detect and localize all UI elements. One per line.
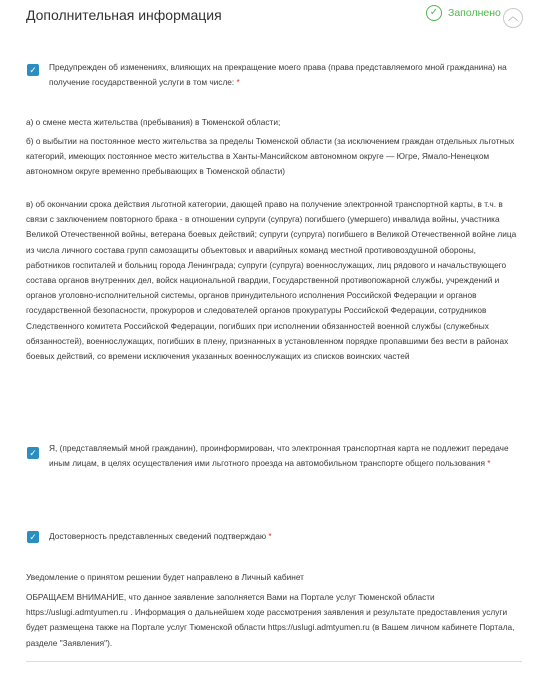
accuracy-checkbox-label: Достоверность представленных сведений подтверждаю * — [49, 531, 272, 541]
section-header — [0, 0, 543, 32]
list-item-b: б) о выбытии на постоянное место жительства за пределы Тюменской области (за исключением граждан отдельных льготных категорий, имеющих постоянное место жительства в Ханты-Мансийском автономном округе — Югре, Ямало-Ненецком автономном округе временно пребывающих в Тюменской области) — [26, 136, 515, 177]
notice-body: ОБРАЩАЕМ ВНИМАНИЕ, что данное заявление заполняется Вами на Портале услуг Тюменской области https://uslugi.admtyumen.ru . Информация о дальнейшем ходе рассмотрения заявления и результате предоставления услуги будет размещена также на Портале услуг Тюменской области https://uslugi.admtyumen.ru (в Вашем личном кабинете Портала, разделе "Заявления"). — [26, 592, 515, 648]
warning-checkbox[interactable]: ✓ — [27, 64, 39, 76]
status-label: Заполнено — [448, 7, 501, 19]
list-item-c: в) об окончании срока действия льготной категории, дающей право на получение электронной транспортной карты, в т.ч. в связи с заключением повторного брака - в отношении супруги (супруга) погибшего (умершего) инвалида войны, участника Великой Отечественной войны, ветерана боевых действий; супруги (супруга) погибшего в Великой Отечественной войне лица из числа личного состава групп самозащиты объектовых и аварийных команд местной противовоздушной обороны, работников госпиталей и больниц города Ленинграда; супруги (супруга) военнослужащих, лиц рядового и начальствующего состава органов внутренних дел, войск национальной гвардии, Государственной противопожарной службы, учреждений и органов уголовно-исполнительной системы, органов принудительного исполнения Российской Федерации и органов государственной безопасности, прокуроров и следователей органов прокуратуры Российской Федерации, сотрудников Следственного комитета Российской Федерации, погибших при исполнении обязанностей военной службы (служебных обязанностей), военнослужащих, погибших в плену, признанных в установленном порядке пропавшими без вести в районах боевых действий, со времени исключения указанных военнослужащих из списков воинских частей — [26, 199, 517, 362]
required-mark: * — [236, 77, 240, 88]
transport-card-checkbox-label: Я, (представляемый мной гражданин), проинформирован, что электронная транспортная карта не подлежит передаче иным лицам, в целях осуществления ими льготного проезда на автомобильном транспорте общего пользования * — [49, 443, 509, 469]
accuracy-checkbox[interactable]: ✓ — [27, 531, 39, 543]
section-title: Дополнительная информация — [26, 7, 222, 23]
check-circle-icon: ✓ — [426, 5, 442, 21]
divider — [26, 661, 522, 662]
transport-card-checkbox[interactable]: ✓ — [27, 447, 39, 459]
warning-checkbox-label: Предупрежден об изменениях, влияющих на прекращение моего права (права представляемого мной гражданина) на получение государственной услуги в том числе: * — [49, 62, 507, 88]
required-mark: * — [268, 531, 272, 541]
required-mark: * — [487, 458, 491, 469]
chevron-up-icon[interactable]: ︿ — [503, 8, 523, 28]
status-badge — [426, 5, 501, 21]
list-item-a: а) о смене места жительства (пребывания) в Тюменской области; — [26, 117, 281, 127]
notice-title: Уведомление о принятом решении будет направлено в Личный кабинет — [26, 572, 304, 582]
